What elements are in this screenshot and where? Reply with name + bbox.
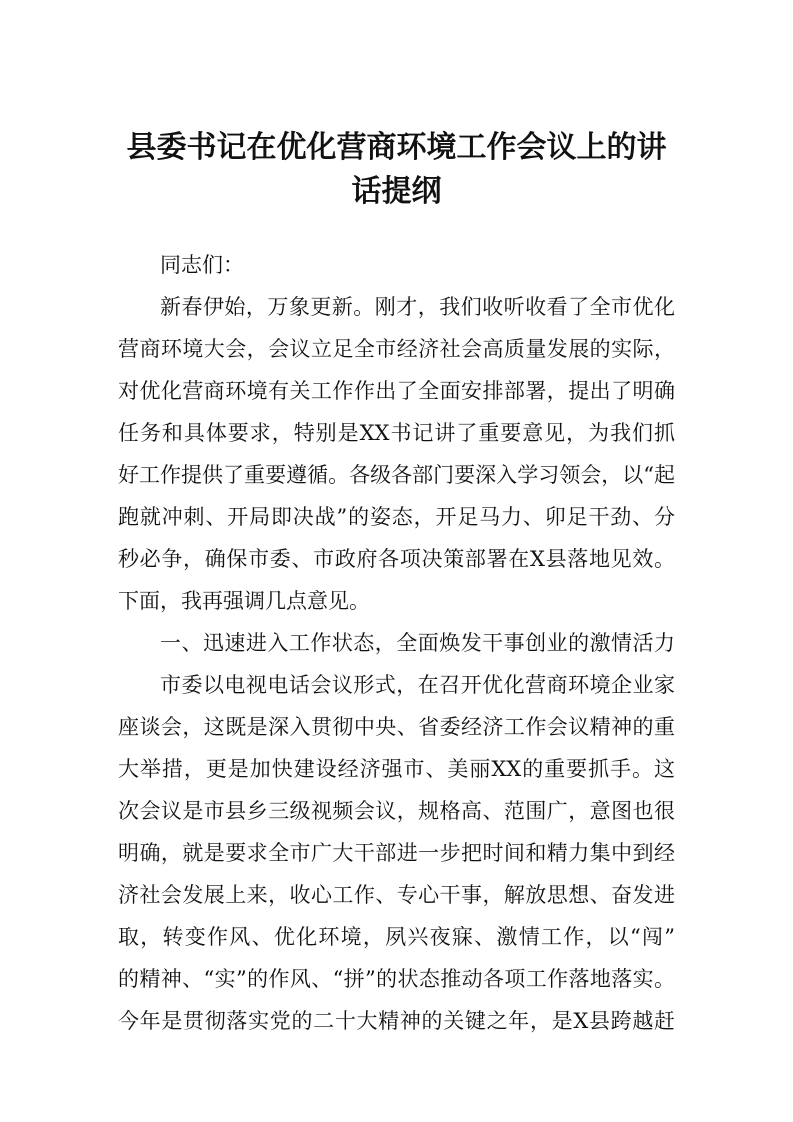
text-line: 明确，就是要求全市广大干部进一步把时间和精力集中到经 [118,841,675,865]
document-title-line-1: 县委书记在优化营商环境工作会议上的讲 [126,130,667,165]
text-line: 新春伊始，万象更新。刚才，我们收听收看了全市优化 [160,295,675,319]
document-title-line-2: 话提纲 [351,174,442,209]
text-line: 营商环境大会，会议立足全市经济社会高质量发展的实际， [118,337,675,361]
text-line: 取，转变作风、优化环境，夙兴夜寐、激情工作，以“闯” [118,925,675,949]
text-line: 次会议是市县乡三级视频会议，规格高、范围广，意图也很 [118,799,675,823]
document-body [118,244,675,1042]
text-line: 的精神、“实”的作风、“拼”的状态推动各项工作落地落实。 [118,967,675,991]
text-line: 济社会发展上来，收心工作、专心干事，解放思想、奋发进 [118,883,675,907]
text-line: 同志们： [160,253,244,277]
text-line: 对优化营商环境有关工作作出了全面安排部署，提出了明确 [118,379,675,403]
text-line: 座谈会，这既是深入贯彻中央、省委经济工作会议精神的重 [118,715,675,739]
text-line: 市委以电视电话会议形式，在召开优化营商环境企业家 [160,673,675,697]
text-line: 下面，我再强调几点意见。 [118,589,370,613]
text-line: 今年是贯彻落实党的二十大精神的关键之年，是X县跨越赶 [118,1009,675,1033]
text-line: 任务和具体要求，特别是XX书记讲了重要意见，为我们抓 [118,421,675,445]
text-line: 秒必争，确保市委、市政府各项决策部署在X县落地见效。 [118,547,675,571]
text-line: 一、迅速进入工作状态，全面焕发干事创业的激情活力 [160,631,675,655]
text-line: 好工作提供了重要遵循。各级各部门要深入学习领会，以“起 [118,463,675,487]
text-line: 跑就冲刺、开局即决战”的姿态，开足马力、卯足干劲、分 [118,505,675,529]
text-line: 大举措，更是加快建设经济强市、美丽XX的重要抓手。这 [118,757,675,781]
